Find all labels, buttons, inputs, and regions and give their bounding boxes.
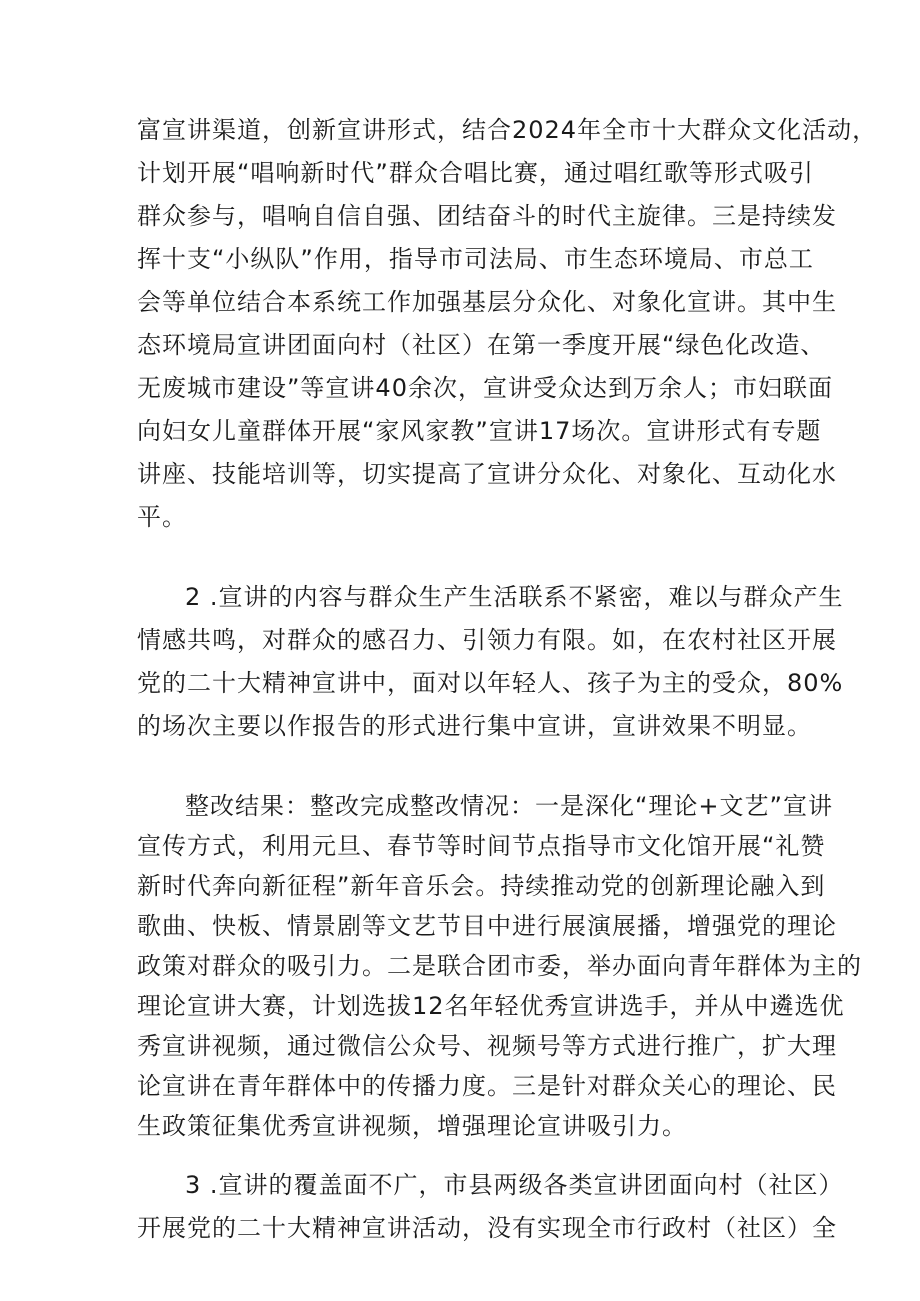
text-line: 情感共鸣，对群众的感召力、引领力有限。如，在农村社区开展 — [137, 626, 837, 654]
text-line: 的场次主要以作报告的形式进行集中宣讲，宣讲效果不明显。 — [137, 712, 812, 740]
text-line: 新时代奔向新征程”新年音乐会。持续推动党的创新理论融入到 — [137, 872, 826, 900]
text-line: 理论宣讲大赛，计划选拔12名年轻优秀宣讲选手，并从中遴选优 — [137, 992, 845, 1020]
section-heading-item-2: 2 .宣讲的内容与群众生产生活联系不紧密，难以与群众产生 — [185, 583, 844, 611]
text-line: 秀宣讲视频，通过微信公众号、视频号等方式进行推广，扩大理 — [137, 1032, 837, 1060]
text-line: 讲座、技能培训等，切实提高了宣讲分众化、对象化、互动化水 — [137, 460, 837, 488]
text-line: 无废城市建设”等宣讲40余次，宣讲受众达到万余人；市妇联面 — [137, 374, 833, 402]
text-line: 富宣讲渠道，创新宣讲形式，结合2024年全市十大群众文化活动， — [137, 116, 878, 144]
text-line: 会等单位结合本系统工作加强基层分众化、对象化宣讲。其中生 — [137, 288, 837, 316]
text-line: 党的二十大精神宣讲中，面对以年轻人、孩子为主的受众，80% — [137, 669, 844, 697]
text-line: 态环境局宣讲团面向村（社区）在第一季度开展“绿色化改造、 — [137, 331, 826, 359]
section-heading-item-3: 3 .宣讲的覆盖面不广，市县两级各类宣讲团面向村（社区） — [185, 1171, 844, 1199]
text-line: 歌曲、快板、情景剧等文艺节目中进行展演展播，增强党的理论 — [137, 912, 837, 940]
rectification-result-heading: 整改结果：整改完成整改情况：一是深化“理论+文艺”宣讲 — [185, 792, 833, 820]
text-line: 生政策征集优秀宣讲视频，增强理论宣讲吸引力。 — [137, 1112, 687, 1140]
text-line: 挥十支“小纵队”作用，指导市司法局、市生态环境局、市总工 — [137, 245, 814, 273]
text-line: 平。 — [137, 503, 187, 531]
text-line: 开展党的二十大精神宣讲活动，没有实现全市行政村（社区）全 — [137, 1214, 837, 1242]
text-line: 向妇女儿童群体开展“家风家教”宣讲17场次。宣讲形式有专题 — [137, 417, 822, 445]
text-line: 群众参与，唱响自信自强、团结奋斗的时代主旋律。三是持续发 — [137, 202, 837, 230]
text-line: 宣传方式，利用元旦、春节等时间节点指导市文化馆开展“礼赞 — [137, 832, 826, 860]
text-line: 政策对群众的吸引力。二是联合团市委，举办面向青年群体为主的 — [137, 952, 862, 980]
text-line: 计划开展“唱响新时代”群众合唱比赛，通过唱红歌等形式吸引 — [137, 159, 814, 187]
text-line: 论宣讲在青年群体中的传播力度。三是针对群众关心的理论、民 — [137, 1072, 837, 1100]
